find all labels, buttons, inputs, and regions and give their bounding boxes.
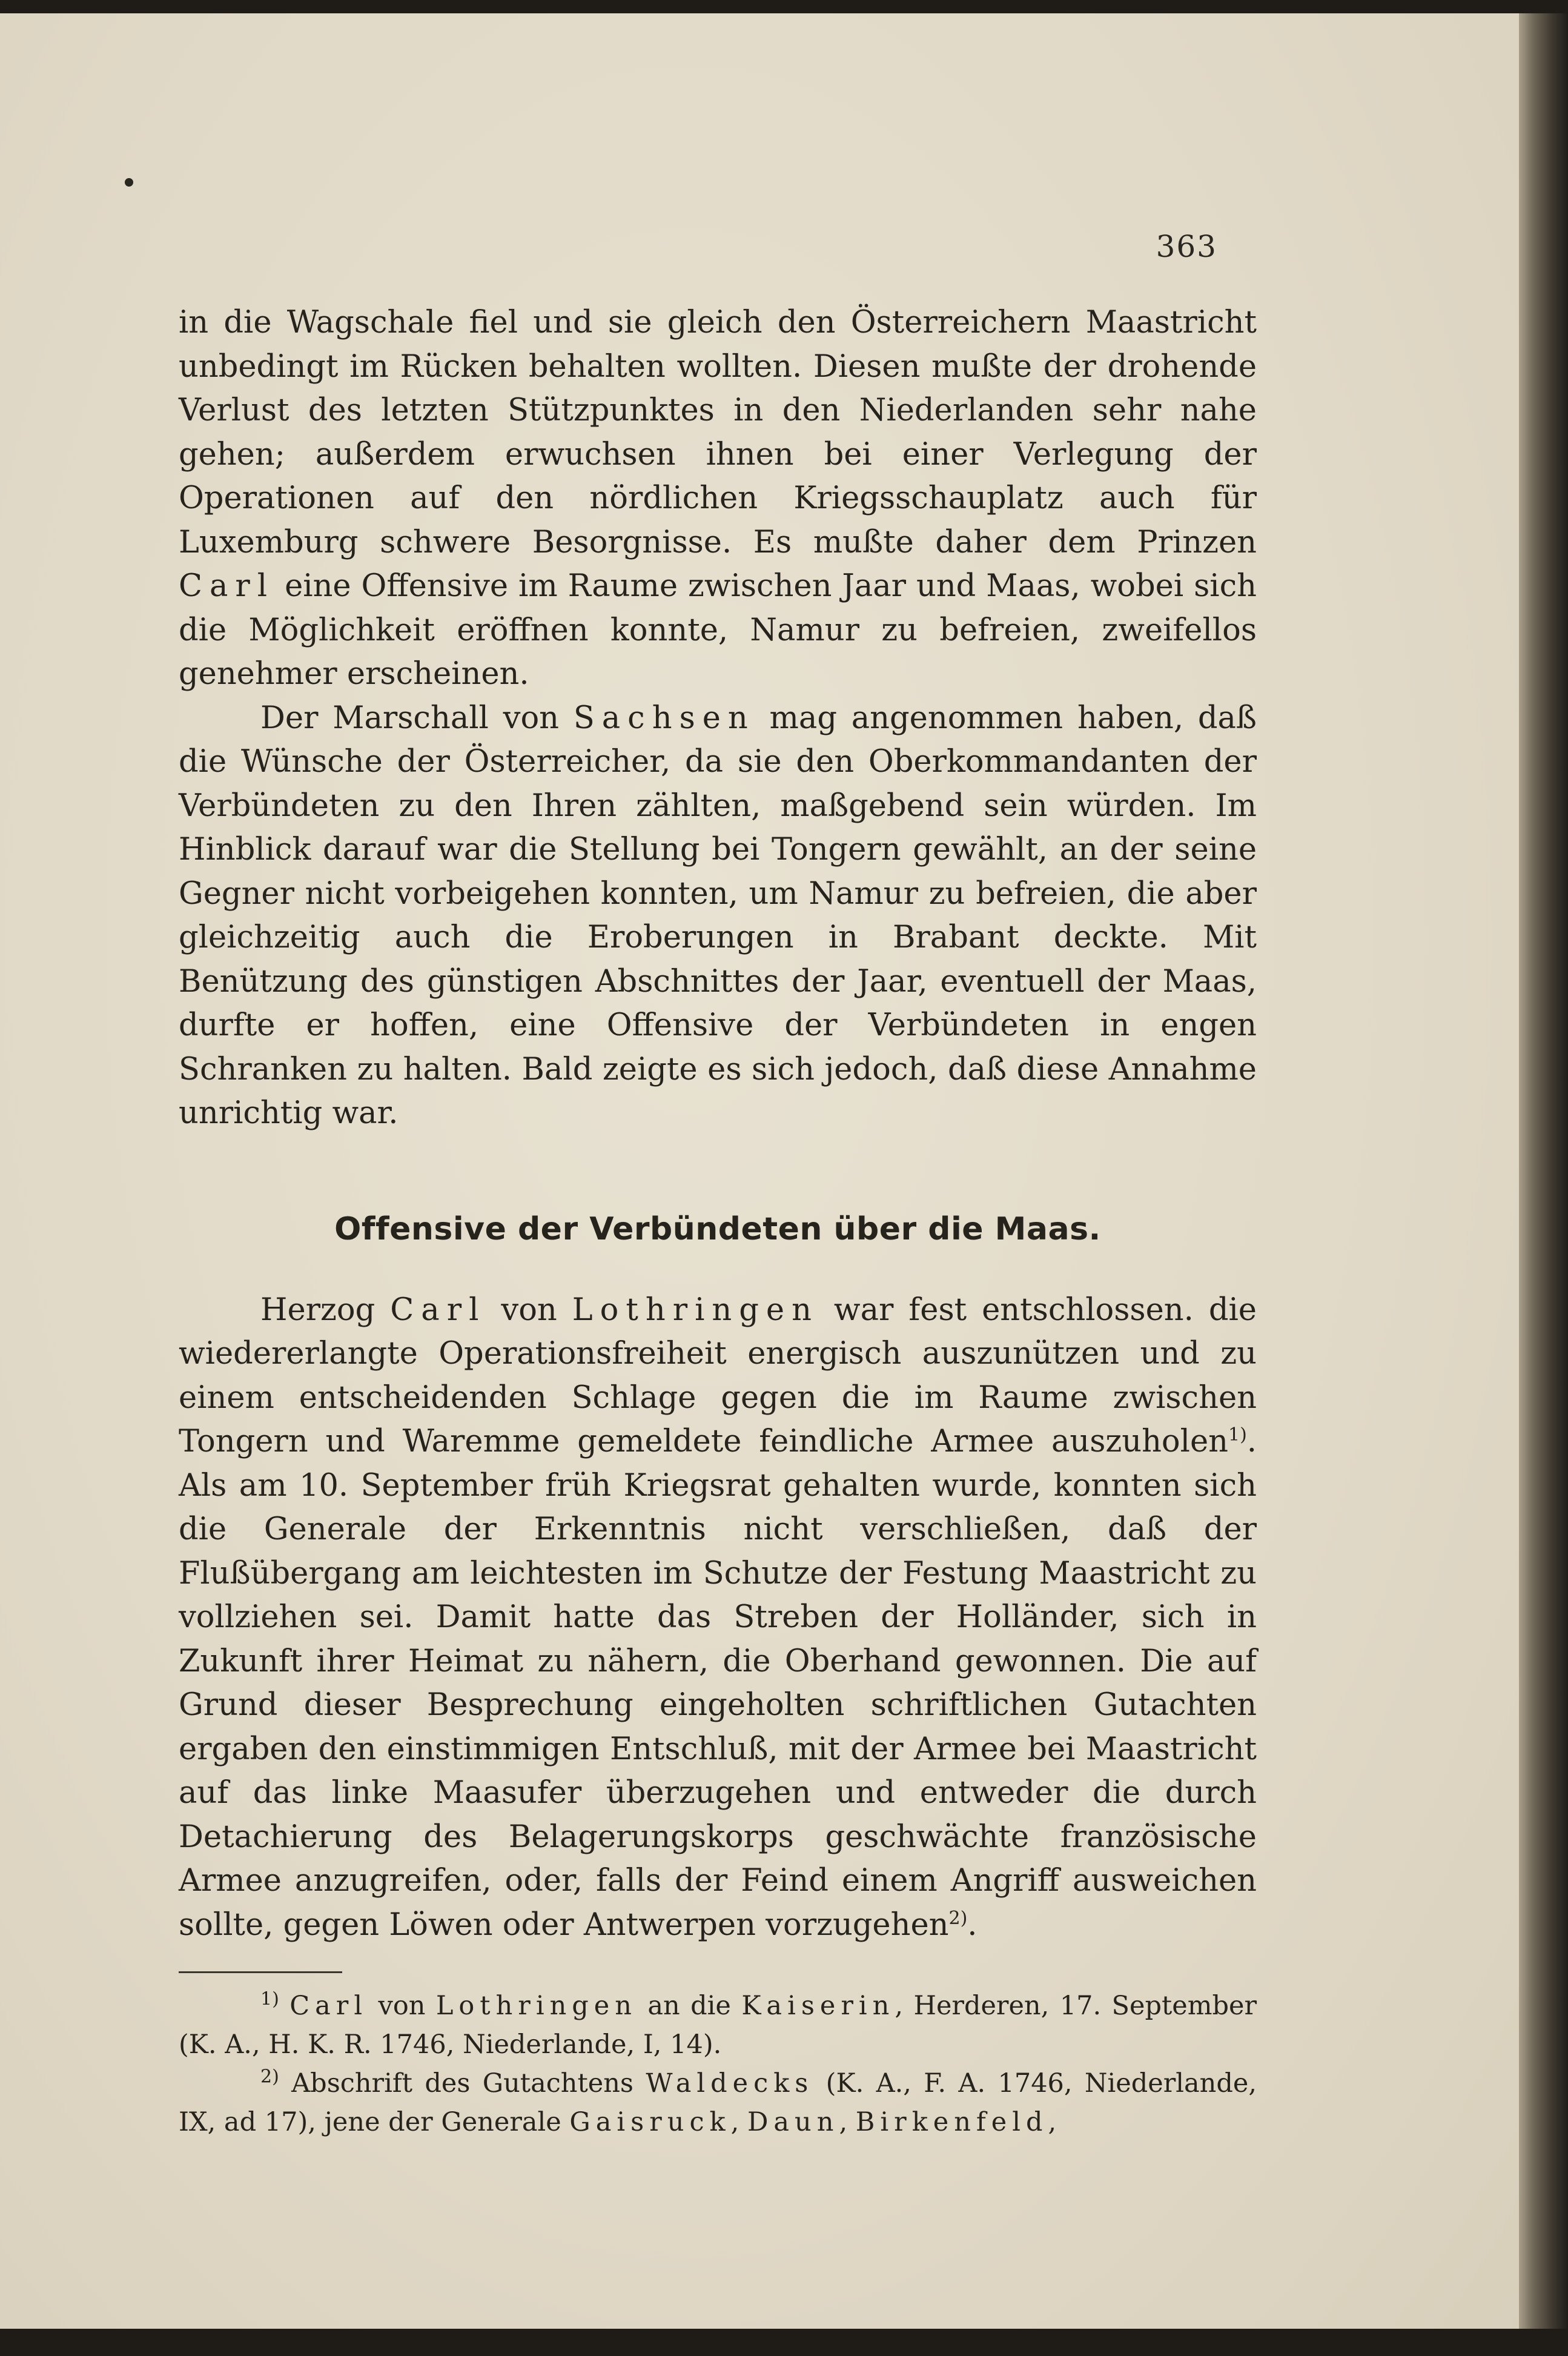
spaced-name: Lothringen [572,1292,819,1328]
text-run: Der Marschall von [260,700,574,736]
footnote-divider [179,1971,342,1973]
footnote-1 [179,1986,1257,2064]
spaced-name: Gaisruck [569,2107,731,2137]
spaced-name: Carl [289,1991,368,2021]
text-run: Abschrift des Gutachtens [279,2068,646,2099]
spaced-name: Carl [390,1292,486,1328]
page-number: 363 [1156,229,1217,264]
text-run: . Als am 10. September früh Kriegsrat gehalten wurde, konnten sich die Generale der Erkenntnis nicht verschließen, daß der Flußübergang am leichtesten im Schutze der Festung Maastricht zu vollziehen sei. Damit hatte das Streben der Holländer, sich in Zukunft ihrer Heimat zu nähern, die Oberhand gewonnen. Die auf Grund dieser Besprechung eingeholten schriftlichen Gutachten ergaben den einstimmigen Entschluß, mit der Armee bei Maastricht auf das linke Maasufer überzugehen und entweder die durch Detachierung des Belagerungskorps geschwächte französische Armee anzugreifen, oder, falls der Feind einem Angriff ausweichen sollte, gegen Löwen oder Antwerpen vorzugehen [179,1424,1257,1943]
text-run: von [486,1292,572,1328]
text-run: war fest entschlossen. die wiedererlangte Operationsfreiheit energisch auszunützen und zu einem entscheidenden Schlage gegen die im Raume zwischen Tongern und Waremme gemeldete feindliche Armee auszuholen [179,1292,1257,1459]
paragraph-3 [179,1289,1257,1948]
footnote-marker: 1) [260,1988,279,2010]
text-run: Herzog [260,1292,391,1328]
text-run: , Herderen, 17. September (K. A., H. K. R. 1746, Niederlande, I, 14). [179,1991,1257,2060]
text-run: in die Wagschale fiel und sie gleich den Österreichern Maastricht unbedingt im Rücken behalten wollten. Diesen mußte der drohende Verlust des letzten Stützpunktes in den Niederlanden sehr nahe gehen; außerdem erwuchsen ihnen bei einer Verlegung der Operationen auf den nördlichen Kriegsschauplatz auch für Luxemburg schwere Besorgnisse. Es mußte daher dem Prinzen [179,305,1257,560]
spaced-name: Daun [747,2107,839,2137]
main-text [179,301,1257,2142]
text-run: , [839,2107,856,2137]
spaced-name: Birkenfeld [855,2107,1048,2137]
footnote-ref-1: 1) [1228,1424,1247,1445]
footnote-marker: 2) [260,2066,279,2088]
section-heading: Offensive der Verbündeten über die Maas. [334,1210,1101,1247]
text-run: , [730,2107,747,2137]
footnote-ref-2: 2) [948,1907,968,1929]
text-run: von [368,1991,436,2021]
text-run: . [967,1906,978,1943]
paragraph-1 [179,301,1257,697]
spaced-name: Carl [179,568,275,604]
text-run: an die [637,1991,742,2021]
text-run: (K. A., F. A. 1746, Niederlande, IX, ad 17), jene der Generale [179,2068,1257,2137]
text-run: , [1048,2107,1057,2137]
footnote-2 [179,2064,1257,2142]
footnotes [179,1986,1257,2142]
paragraph-2 [179,697,1257,1136]
book-page [0,13,1532,2329]
spaced-name: Waldecks [646,2068,814,2099]
text-run: eine Offensive im Raume zwischen Jaar und Maas, wobei sich die Möglichkeit eröffnen konnte, Namur zu befreien, zweifellos genehmer erscheinen. [179,568,1257,692]
spaced-name: Kaiserin [741,1991,895,2021]
spaced-name: Lothringen [435,1991,637,2021]
book-spine-shadow [1519,13,1568,2329]
ink-speck [125,178,133,187]
spaced-name: Sachsen [573,700,755,736]
text-run: mag angenommen haben, daß die Wünsche der Österreicher, da sie den Oberkommandanten der Verbündeten zu den Ihren zählten, maßgebend sein würden. Im Hinblick darauf war die Stellung bei Tongern gewählt, an der seine Gegner nicht vorbeigehen konnten, um Namur zu befreien, die aber gleichzeitig auch die Eroberungen in Brabant deckte. Mit Benützung des günstigen Abschnittes der Jaar, eventuell der Maas, durfte er hoffen, eine Offensive der Verbündeten in engen Schranken zu halten. Bald zeigte es sich jedoch, daß diese Annahme unrichtig war. [179,700,1257,1131]
